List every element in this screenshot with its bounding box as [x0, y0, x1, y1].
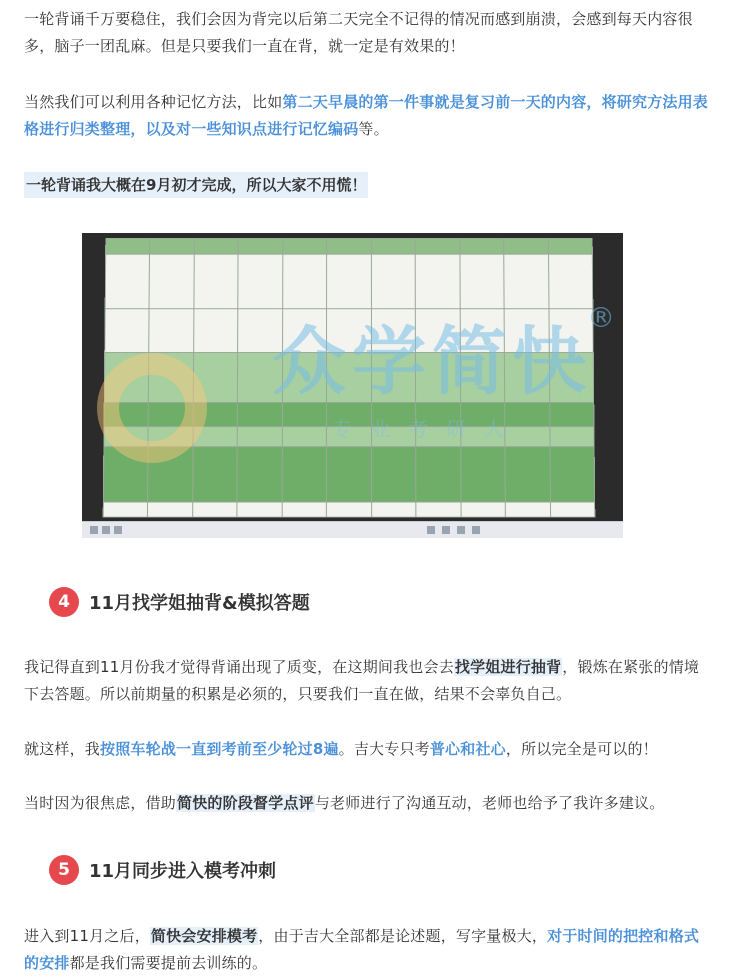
table-photo	[82, 233, 623, 538]
paragraph-mock-exam	[24, 923, 712, 977]
paragraph-text: 就这样，我	[24, 740, 101, 758]
taskbar-icon	[102, 526, 110, 534]
section-heading-4	[49, 587, 310, 617]
paragraph-text: ，由于吉大全部都是论述题，写字量极大，	[258, 927, 548, 945]
section-number-badge: 4	[49, 587, 79, 617]
paragraph-text: 当时因为很焦虑，借助	[24, 794, 177, 812]
highlight-text: 简快的阶段督学点评	[177, 794, 314, 812]
section-number-badge: 5	[49, 855, 79, 885]
taskbar-icon	[90, 526, 98, 534]
paragraph-text: 都是我们需要提前去训练的。	[69, 954, 268, 972]
taskbar-icon	[457, 526, 465, 534]
paragraph-text: ，锻炼在紧张的情境下去答题。所以前期量的积累是必须的，只要我们一直在做，结果不会辜负自己。	[24, 658, 700, 703]
watermark-text: 众学简快	[272, 319, 592, 405]
paragraph-text: 。吉大专只考	[338, 740, 430, 758]
paragraph-text: 我记得直到11月份我才觉得背诵出现了质变，在这期间我也会去	[24, 658, 454, 676]
taskbar-icon	[442, 526, 450, 534]
highlight-text: 普心和社心	[429, 740, 506, 758]
highlight-text: 找学姐进行抽背	[454, 658, 562, 676]
paragraph-feedback	[24, 790, 712, 817]
paragraph-text: 当然我们可以利用各种记忆方法，比如	[24, 93, 283, 111]
paragraph-rounds	[24, 736, 712, 763]
section-title: 11月同步进入模考冲刺	[89, 861, 277, 882]
paragraph-memory-methods	[24, 89, 712, 143]
paragraph-text: 一轮背诵千万要稳住，我们会因为背完以后第二天完全不记得的情况而感到崩溃，会感到每天内容很多，脑子一团乱麻。但是只要我们一直在背，就一定是有效果的！	[24, 10, 693, 55]
paragraph-text: 等。	[358, 120, 389, 138]
taskbar-icon	[472, 526, 480, 534]
paragraph-peer-recitation	[24, 654, 712, 708]
taskbar-icon	[114, 526, 122, 534]
section-heading-5	[49, 855, 276, 885]
watermark-logo-icon	[97, 353, 207, 463]
highlight-text: 简快会安排模考	[150, 927, 258, 945]
callout-highlight: 一轮背诵我大概在9月初才完成，所以大家不用慌！	[24, 172, 368, 198]
paragraph-recitation	[24, 6, 712, 60]
highlight-text: 按照车轮战一直到考前至少轮过8遍	[100, 740, 339, 758]
paragraph-text: 与老师进行了沟通互动，老师也给予了我许多建议。	[314, 794, 665, 812]
section-title: 11月找学姐抽背&模拟答题	[89, 593, 310, 614]
taskbar	[82, 521, 623, 538]
highlight-text: 对于时间的把控和格式的安排	[24, 927, 700, 972]
watermark-subtitle: 专业考研人	[332, 417, 522, 441]
watermark-registered: ®	[587, 301, 615, 334]
paragraph-text: 进入到11月之后，	[24, 927, 150, 945]
highlight-text: 第二天早晨的第一件事就是复习前一天的内容，将研究方法用表格进行归类整理，以及对一些知识点进行记忆编码	[24, 93, 709, 138]
taskbar-icon	[427, 526, 435, 534]
paragraph-text: ，所以完全是可以的！	[505, 740, 658, 758]
